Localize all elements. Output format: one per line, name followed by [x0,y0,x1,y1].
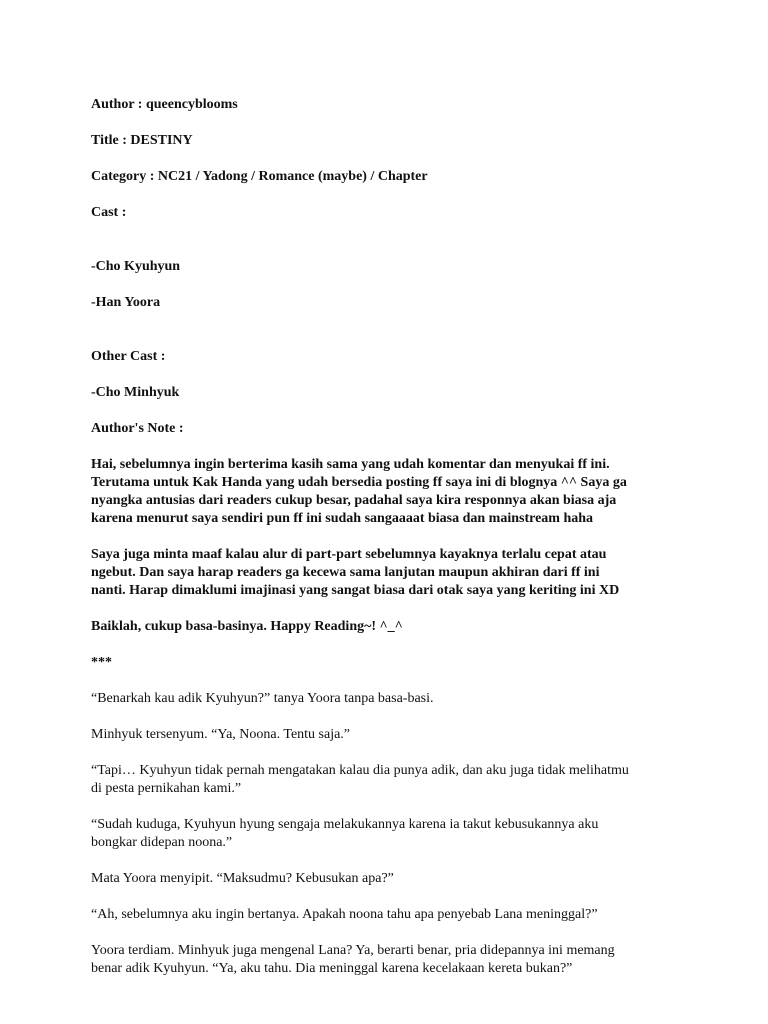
story-paragraph: Yoora terdiam. Minhyuk juga mengenal Lana? Ya, berarti benar, pria didepannya ini memang benar adik Kyuhyun. “Ya, aku tahu. Dia meninggal karena kecelakaan kereta bukan?” [91,943,615,976]
title-line: Title : DESTINY [91,133,193,148]
section-separator: *** [91,655,112,670]
note-paragraph: Baiklah, cukup basa-basinya. Happy Reading~! ^_^ [91,619,403,634]
cast-list [91,240,691,330]
cast-item: -Cho Kyuhyun [91,259,181,274]
story-paragraph: “Ah, sebelumnya aku ingin bertanya. Apakah noona tahu apa penyebab Lana meninggal?” [91,907,598,922]
category-line: Category : NC21 / Yadong / Romance (maybe) / Chapter [91,169,428,184]
story-paragraph: Minhyuk tersenyum. “Ya, Noona. Tentu saja.” [91,727,351,742]
story-paragraph: “Tapi… Kyuhyun tidak pernah mengatakan kalau dia punya adik, dan aku juga tidak melihatmu di pesta pernikahan kami.” [91,763,629,796]
author-line: Author : queencyblooms [91,97,238,112]
note-paragraph: Saya juga minta maaf kalau alur di part-part sebelumnya kayaknya terlalu cepat atau ngebut. Dan saya harap readers ga kecewa sama lanjutan maupun akhiran dari ff ini nanti. Harap dimaklumi imajinasi yang sangat biasa dari otak saya yang keriting ini XD [91,547,620,598]
document-page [91,96,691,996]
note-paragraph: Hai, sebelumnya ingin berterima kasih sama yang udah komentar dan menyukai ff ini. Terutama untuk Kak Handa yang udah bersedia posting ff saya ini di blognya ^^ Saya ga nyangka antusias dari readers cukup besar, padahal saya kira responnya akan biasa aja karena menurut saya sendiri pun ff ini sudah sangaaaat biasa dan mainstream haha [91,457,627,526]
authors-note-label: Author's Note : [91,421,184,436]
other-cast-label: Other Cast : [91,349,166,364]
other-cast-item: -Cho Minhyuk [91,385,180,400]
story-paragraph: “Benarkah kau adik Kyuhyun?” tanya Yoora tanpa basa-basi. [91,691,434,706]
story-paragraph: “Sudah kuduga, Kyuhyun hyung sengaja melakukannya karena ia takut kebusukannya aku bongkar didepan noona.” [91,817,599,850]
story-paragraph: Mata Yoora menyipit. “Maksudmu? Kebusukan apa?” [91,871,394,886]
cast-item: -Han Yoora [91,295,161,310]
cast-label: Cast : [91,205,127,220]
